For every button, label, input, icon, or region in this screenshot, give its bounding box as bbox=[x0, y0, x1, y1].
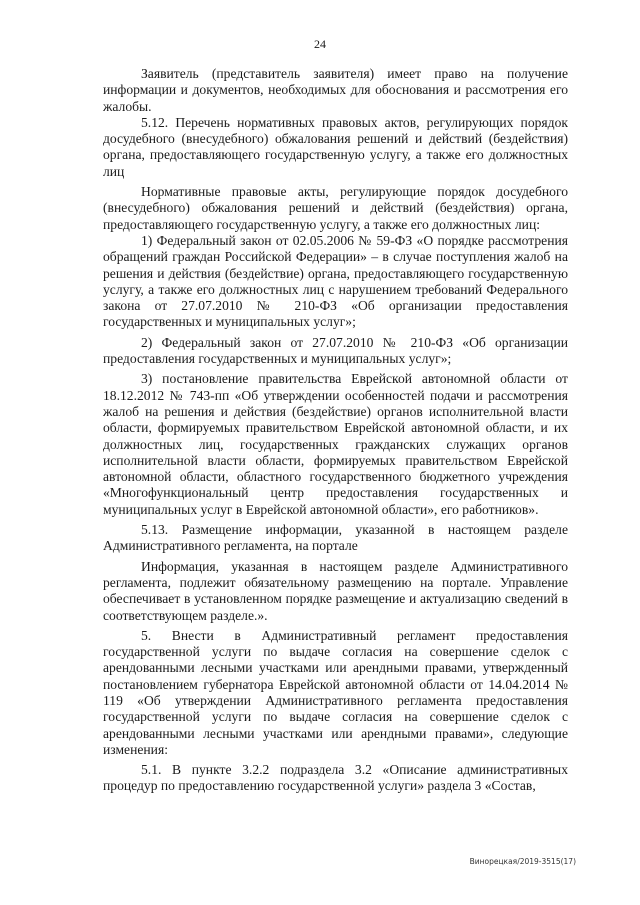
paragraph-section-5-13-heading: 5.13. Размещение информации, указанной в настоящем разделе Административного регламента, на портале bbox=[103, 522, 568, 554]
paragraph-item-5-amendments: 5. Внести в Административный регламент предоставления государственной услуги по выдаче согласия на совершение сделок с арендованными лесными участками или арендными правами, утвержденный постановлением губернатора Еврейской автономной области от 14.04.2014 № 119 «Об утверждении Административного регламента предоставления государственной услуги по выдаче согласия на совершение сделок с арендованными лесными участками или арендными правами», следующие изменения: bbox=[103, 627, 568, 757]
page-number: 24 bbox=[314, 37, 326, 51]
paragraph-item-5-1: 5.1. В пункте 3.2.2 подраздела 3.2 «Описание административных процедур по предоставлению государственной услуги» раздела 3 «Состав, bbox=[103, 762, 568, 794]
document-body bbox=[103, 66, 568, 795]
paragraph-portal-information: Информация, указанная в настоящем разделе Административного регламента, подлежит обязательному размещению на портале. Управление обеспечивает в установленном порядке размещение и актуализацию сведений в соответствующем разделе.». bbox=[103, 558, 568, 623]
list-item-government-decree-743: 3) постановление правительства Еврейской автономной области от 18.12.2012 № 743-пп «Об утверждении особенностей подачи и рассмотрения жалоб на решения и действия (бездействие) органов исполнительной власти области, формируемых правительством Еврейской автономной области, и их должностных лиц, государственных гражданских служащих органов исполнительной власти области, формируемых правительством Еврейской автономной области, областного государственного бюджетного учреждения «Многофункциональный центр предоставления государственных и муниципальных услуг в Еврейской автономной области», его работников». bbox=[103, 371, 568, 517]
paragraph-normative-acts-intro: Нормативные правовые акты, регулирующие порядок досудебного (внесудебного) обжалования решений и действий (бездействия) органа, предоставляющего государственную услугу, а также его должностных лиц: bbox=[103, 184, 568, 232]
paragraph-section-5-12-heading: 5.12. Перечень нормативных правовых актов, регулирующих порядок досудебного (внесудебного) обжалования решений и действий (бездействия) органа, предоставляющего государственную услугу, а также его должностных лиц bbox=[103, 114, 568, 179]
paragraph-applicant-rights: Заявитель (представитель заявителя) имеет право на получение информации и документов, необходимых для обоснования и рассмотрения его жалобы. bbox=[103, 66, 568, 114]
list-item-federal-law-210: 2) Федеральный закон от 27.07.2010 № 210-ФЗ «Об организации предоставления государственных и муниципальных услуг»; bbox=[103, 334, 568, 367]
list-item-federal-law-59: 1) Федеральный закон от 02.05.2006 № 59-ФЗ «О порядке рассмотрения обращений граждан Российской Федерации» – в случае поступления жалоб на решения и действия (бездействие) органа, предоставляющего государственную услугу, а также его должностных лиц с нарушением требований Федерального закона от 27.07.2010 № 210-ФЗ «Об организации предоставления государственных и муниципальных услуг»; bbox=[103, 232, 568, 330]
footer-document-reference: Винорецкая/2019-3515(17) bbox=[469, 857, 576, 866]
